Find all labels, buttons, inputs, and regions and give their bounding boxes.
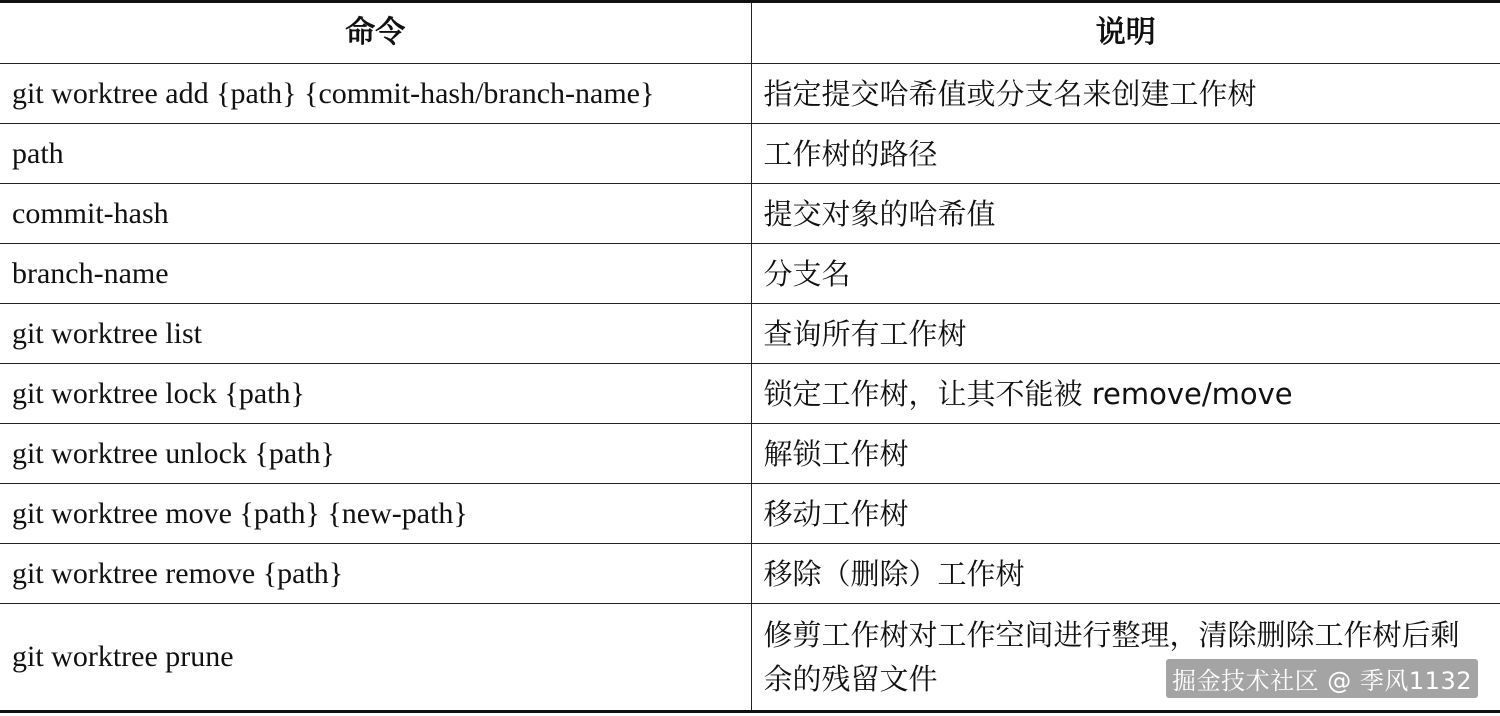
description-cell: 指定提交哈希值或分支名来创建工作树 — [751, 64, 1500, 124]
table-row — [0, 424, 1500, 484]
command-cell: git worktree prune — [0, 604, 751, 712]
table-row — [0, 184, 1500, 244]
command-cell: path — [0, 124, 751, 184]
header-row — [0, 2, 1500, 64]
table-row — [0, 64, 1500, 124]
command-cell: branch-name — [0, 244, 751, 304]
description-cell: 工作树的路径 — [751, 124, 1500, 184]
command-cell: git worktree add {path} {commit-hash/branch-name} — [0, 64, 751, 124]
table-row — [0, 484, 1500, 544]
command-cell: commit-hash — [0, 184, 751, 244]
watermark: 掘金技术社区 @ 季风1132 — [1166, 659, 1478, 698]
description-cell: 移除（删除）工作树 — [751, 544, 1500, 604]
table-row — [0, 304, 1500, 364]
description-cell: 修剪工作树对工作空间进行整理，清除删除工作树后剩余的残留文件 — [751, 604, 1500, 712]
header-description: 说明 — [751, 2, 1500, 64]
table-row — [0, 244, 1500, 304]
command-cell: git worktree unlock {path} — [0, 424, 751, 484]
command-cell: git worktree lock {path} — [0, 364, 751, 424]
description-cell: 查询所有工作树 — [751, 304, 1500, 364]
command-cell: git worktree list — [0, 304, 751, 364]
table-row — [0, 544, 1500, 604]
description-cell: 分支名 — [751, 244, 1500, 304]
description-cell: 移动工作树 — [751, 484, 1500, 544]
command-cell: git worktree move {path} {new-path} — [0, 484, 751, 544]
table-row — [0, 124, 1500, 184]
description-cell: 锁定工作树，让其不能被 remove/move — [751, 364, 1500, 424]
description-cell: 提交对象的哈希值 — [751, 184, 1500, 244]
description-cell: 解锁工作树 — [751, 424, 1500, 484]
header-command: 命令 — [0, 2, 751, 64]
command-cell: git worktree remove {path} — [0, 544, 751, 604]
table-row — [0, 364, 1500, 424]
